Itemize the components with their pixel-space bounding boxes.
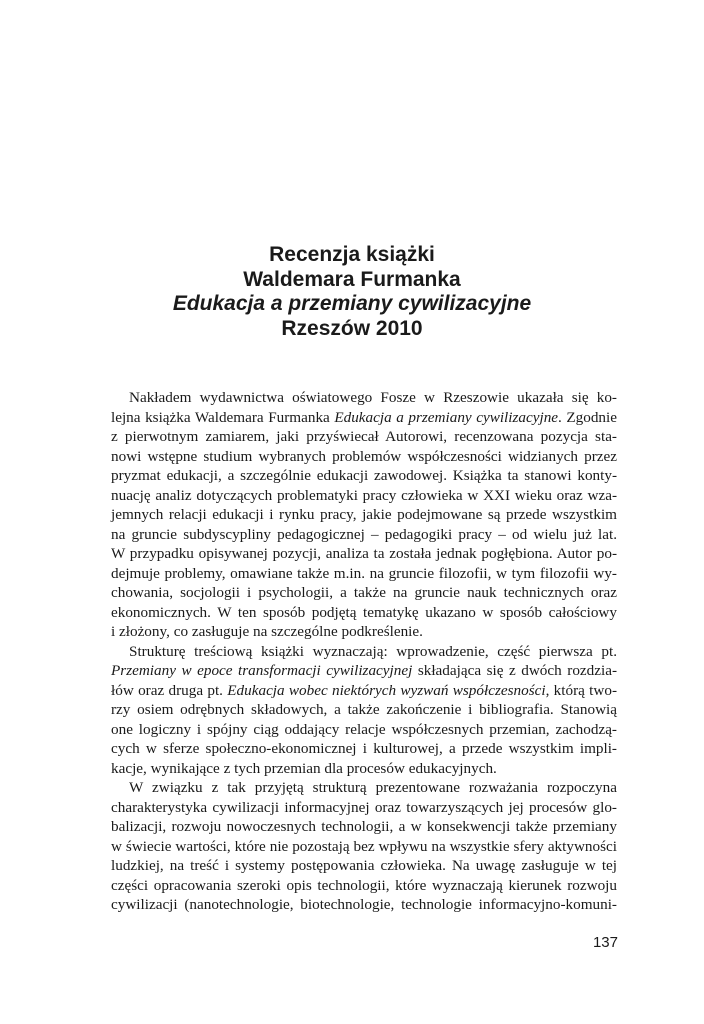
body-text	[111, 388, 617, 915]
text-line: części opracowania szeroki opis technologii, które wyznaczają kierunek rozwoju	[111, 876, 617, 894]
paragraph	[111, 778, 617, 915]
paragraph	[111, 388, 617, 642]
text-line: balizacji, rozwoju nowoczesnych technologii, a w konsekwencji także przemiany	[111, 818, 617, 835]
text-line: rzy osiem odrębnych składowych, a także zakończenie i bibliografia. Stanowią	[111, 701, 617, 718]
paragraph	[111, 642, 617, 779]
text-line: jemnych relacji edukacji i rynku pracy, jakie podejmowane są przede wszystkim	[111, 506, 617, 523]
text-line: nuację analiz dotyczących problematyki pracy człowieka w XXI wieku oraz wza-	[111, 486, 617, 504]
italic-title: Przemiany w epoce transformacji cywilizacyjnej	[111, 662, 413, 679]
italic-title: Edukacja a przemiany cywilizacyjne	[334, 408, 559, 426]
text-line: one logiczny i spójny ciąg oddający relacje współczesnych przemian, zachodzą-	[111, 720, 617, 738]
review-heading	[0, 243, 704, 341]
heading-line-book-title: Edukacja a przemiany cywilizacyjne	[172, 292, 532, 315]
text-line: łów oraz druga pt. Edukacja wobec niektórych wyzwań współczesności, którą two-	[111, 681, 617, 699]
text-line: w świecie wartości, które nie pozostają bez wpływu na wszystkie sfery aktywności	[111, 837, 617, 855]
text-line: i złożony, co zasługuje na szczególne podkreślenie.	[111, 623, 423, 640]
text-line: lejna książka Waldemara Furmanka Edukacja a przemiany cywilizacyjne. Zgodnie	[111, 408, 617, 426]
heading-line-place-year: Rzeszów 2010	[281, 316, 423, 340]
text-line: na gruncie subdyscypliny pedagogicznej – pedagogiki pracy – od wielu już lat.	[111, 525, 617, 543]
text-line: cych w sferze społeczno-ekonomicznej i kulturowej, a przede wszystkim impli-	[111, 740, 617, 757]
text-line: Przemiany w epoce transformacji cywilizacyjnej składająca się z dwóch rozdzia-	[111, 662, 618, 679]
text-line: chowania, socjologii i psychologii, a także na gruncie nauk technicznych oraz	[111, 584, 617, 601]
text-line: z pierwotnym zamiarem, jaki przyświecał Autorowi, recenzowana pozycja sta-	[111, 428, 617, 445]
page-number: 137	[592, 934, 618, 951]
text-line: ekonomicznych. W ten sposób podjętą tematykę ukazano w sposób całościowy	[111, 603, 617, 621]
text-line: Strukturę treściową książki wyznaczają: wprowadzenie, część pierwsza pt.	[129, 642, 617, 660]
italic-title: Edukacja wobec niektórych wyzwań współczesności	[227, 681, 546, 699]
heading-line-author: Waldemara Furmanka	[243, 267, 461, 291]
text-line: pryzmat edukacji, a szczególnie edukacji zawodowej. Książka ta stanowi konty-	[111, 467, 617, 484]
text-line: cywilizacji (nanotechnologie, biotechnologie, technologie informacyjno-komuni-	[111, 896, 617, 913]
text-line: kacje, wynikające z tych przemian dla procesów edukacyjnych.	[111, 759, 497, 777]
text-line: W związku z tak przyjętą strukturą prezentowane rozważania rozpoczyna	[129, 779, 617, 796]
text-line: Nakładem wydawnictwa oświatowego Fosze w Rzeszowie ukazała się ko-	[129, 389, 617, 406]
text-line: dejmuje problemy, omawiane także m.in. na gruncie filozofii, w tym filozofii wy-	[111, 564, 617, 582]
text-line: charakterystyka cywilizacji informacyjnej oraz towarzyszących jej procesów glo-	[111, 798, 617, 816]
heading-line-review-title: Recenzja książki	[269, 243, 435, 266]
text-line: W przypadku opisywanej pozycji, analiza ta została jednak pogłębiona. Autor po-	[111, 545, 617, 562]
text-line: nowi wstępne studium wybranych problemów współczesności widzianych przez	[111, 447, 617, 465]
text-line: ludzkiej, na treść i systemy postępowania człowieka. Na uwagę zasługuje w tej	[111, 857, 617, 874]
